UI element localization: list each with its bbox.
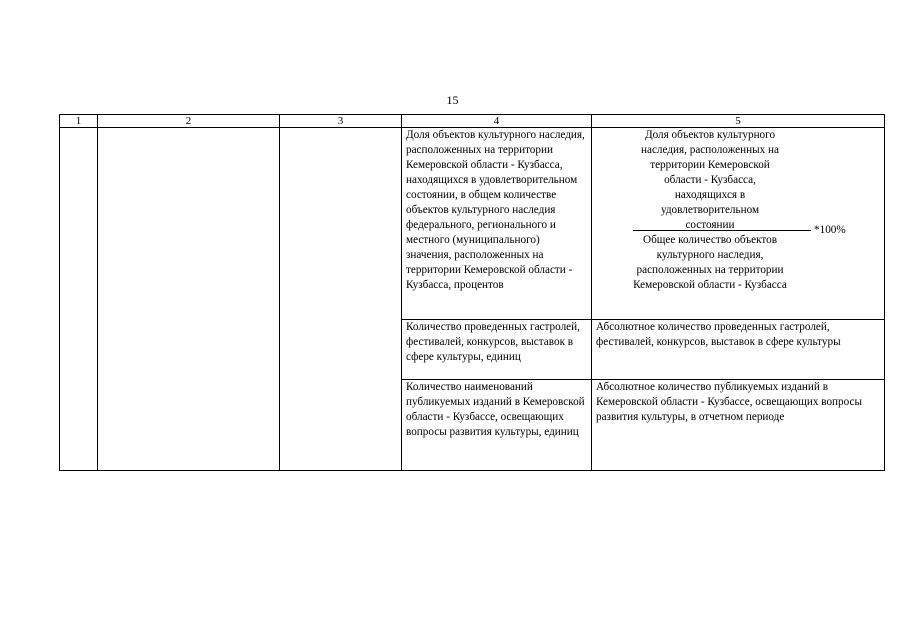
table-header-row bbox=[60, 115, 885, 128]
empty-cell bbox=[60, 128, 98, 471]
formula-denominator: Общее количество объектов культурного наследия, расположенных на территории Кемеровской области - Кузбасса bbox=[633, 234, 787, 291]
page-number: 15 bbox=[446, 93, 459, 107]
empty-cell bbox=[98, 128, 280, 471]
formula-cell bbox=[592, 128, 885, 320]
formula-numerator: Доля объектов культурного наследия, расположенных на территории Кемеровской области - Кузбасса, находящихся в удовлетворительном состоянии bbox=[641, 129, 779, 231]
empty-cell bbox=[280, 128, 402, 471]
formula-multiplier: *100% bbox=[814, 224, 846, 236]
header-cell-1: 1 bbox=[60, 115, 98, 128]
indicator-name: Количество наименований публикуемых изданий в Кемеровской области - Кузбассе, освещающих вопросы развития культуры, единиц bbox=[402, 380, 592, 471]
indicator-name: Доля объектов культурного наследия, расположенных на территории Кемеровской области - Кузбасса, находящихся в удовлетворительном состоянии, в общем количестве объектов культурного наследия федерального, регионального и местного (муниципального) значения, расположенных на территории Кемеровской области - Кузбасса, процентов bbox=[402, 128, 592, 320]
indicators-table bbox=[59, 114, 885, 471]
header-cell-5: 5 bbox=[592, 115, 885, 128]
calculation-method: Абсолютное количество проведенных гастролей, фестивалей, конкурсов, выставок в сфере культуры bbox=[592, 320, 885, 380]
indicator-name: Количество проведенных гастролей, фестивалей, конкурсов, выставок в сфере культуры, единиц bbox=[402, 320, 592, 380]
calculation-method: Абсолютное количество публикуемых изданий в Кемеровской области - Кузбассе, освещающих вопросы развития культуры, в отчетном периоде bbox=[592, 380, 885, 471]
header-cell-3: 3 bbox=[280, 115, 402, 128]
header-cell-2: 2 bbox=[98, 115, 280, 128]
header-cell-4: 4 bbox=[402, 115, 592, 128]
table-row bbox=[60, 128, 885, 320]
fraction-line bbox=[633, 230, 811, 231]
